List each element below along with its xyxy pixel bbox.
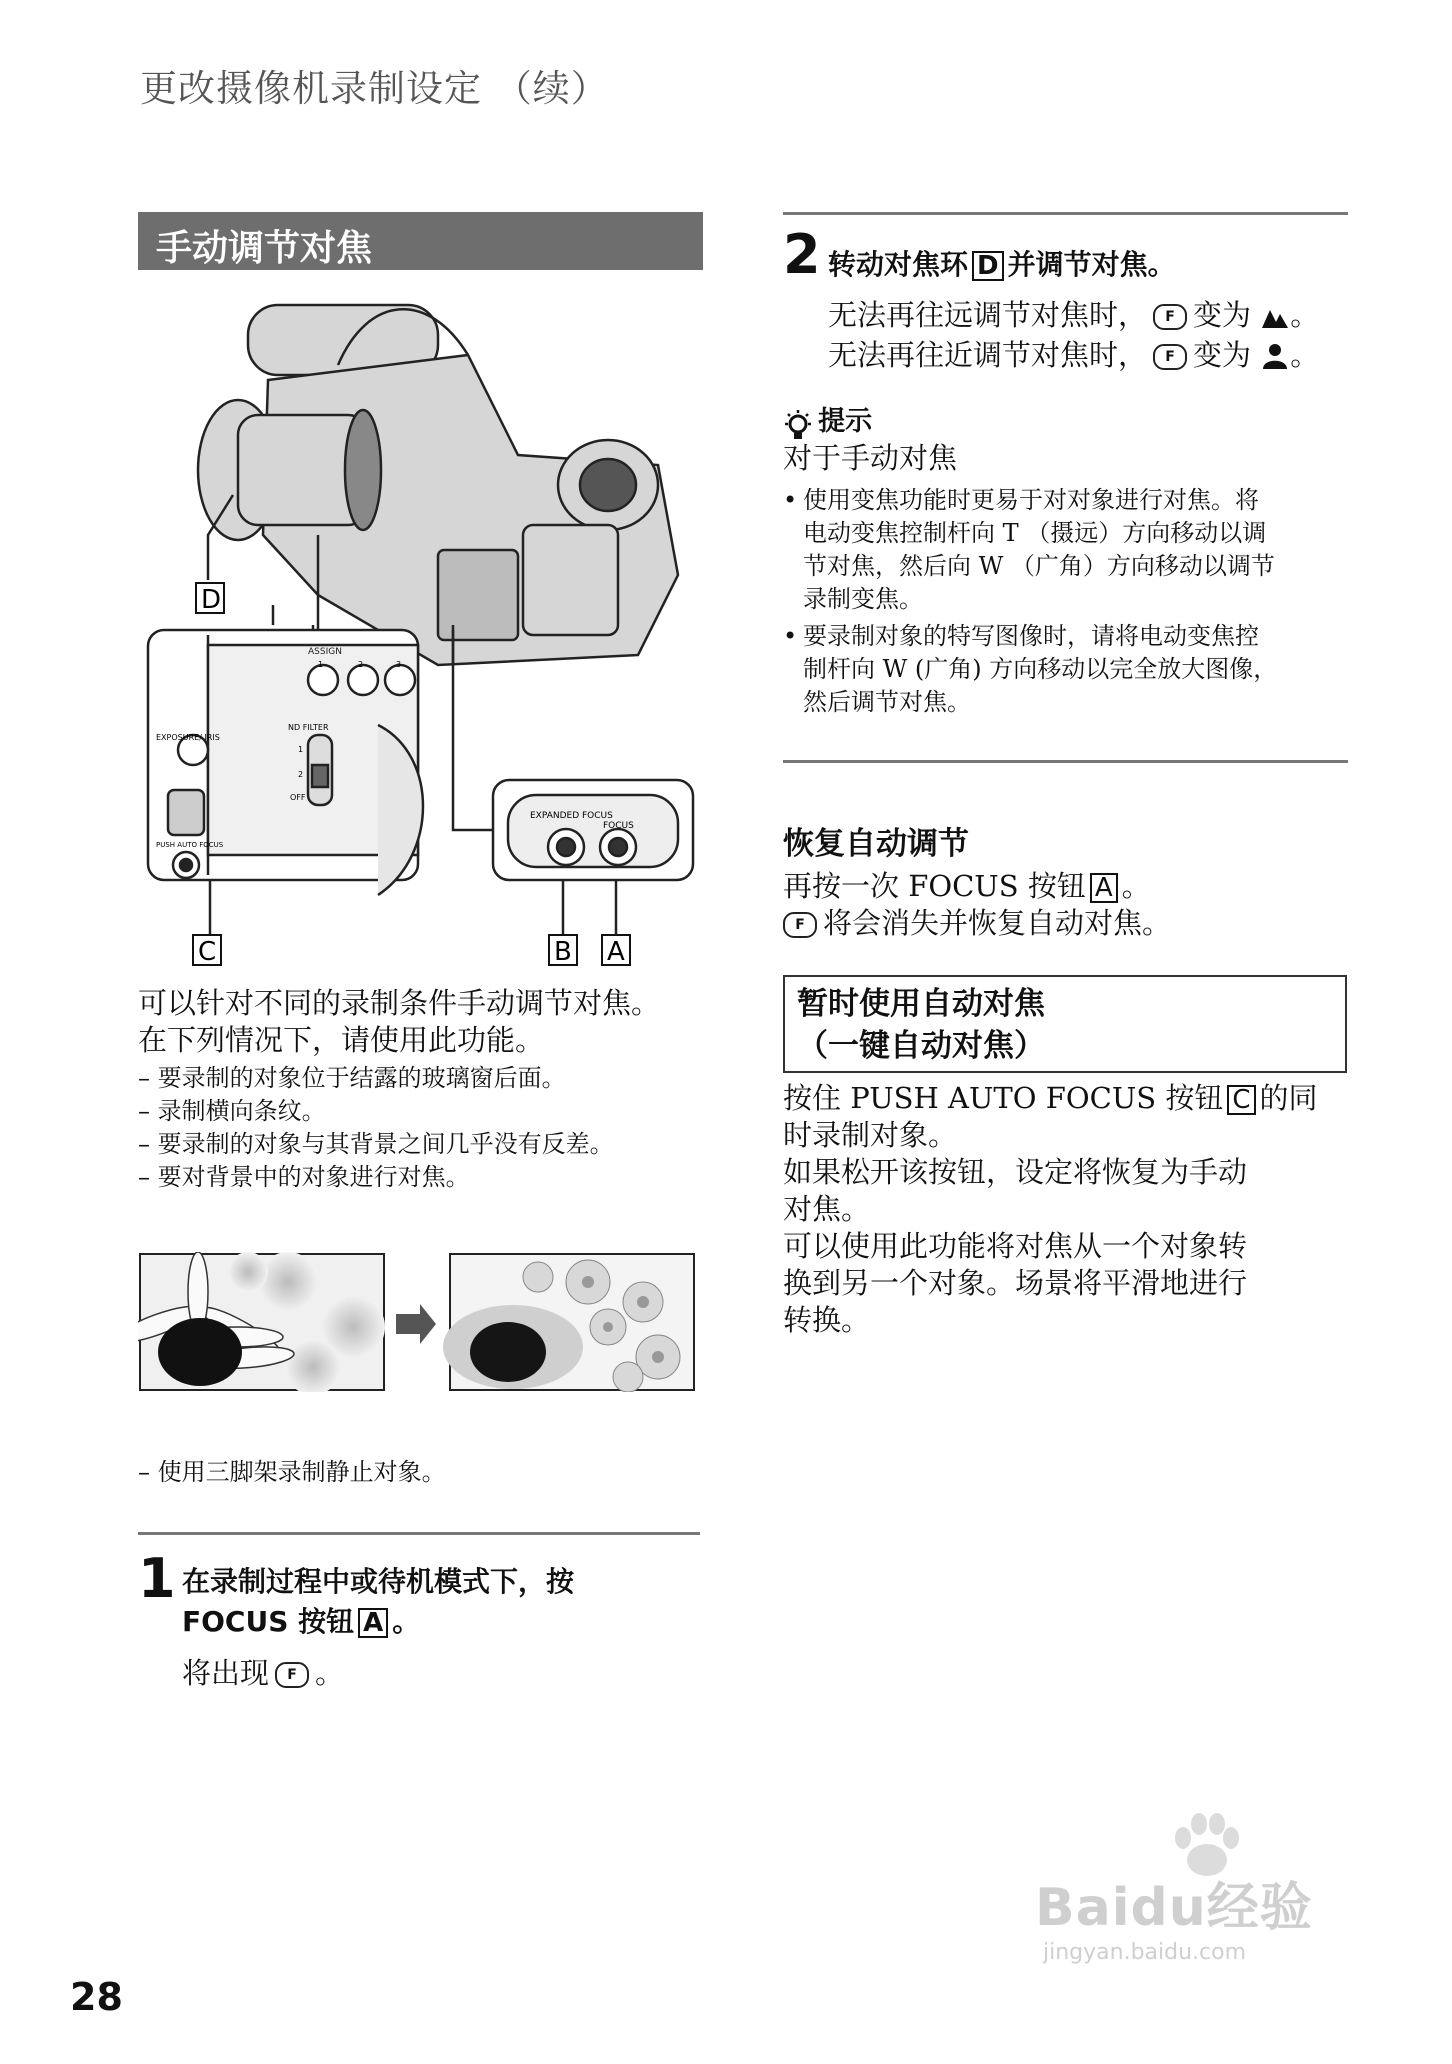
- watermark-url: jingyan.baidu.com: [1043, 1940, 1247, 1965]
- page-number: 28: [70, 1975, 123, 2019]
- tip-line: • 要录制对象的特写图像时，请将电动变焦控: [803, 622, 1259, 650]
- manual-focus-icon: F: [1153, 304, 1187, 330]
- paw-icon: [1165, 1810, 1245, 1880]
- step-2-line-text: 无法再往近调节对焦时，: [828, 338, 1148, 372]
- body-line-text: 的同: [1259, 1081, 1318, 1115]
- camcorder-illustration: [198, 305, 678, 665]
- step-1-title-end: 。: [392, 1605, 421, 1638]
- step-1-body-text: 将出现: [182, 1656, 270, 1690]
- intro-line: 在下列情况下，请使用此功能。: [138, 1023, 545, 1057]
- nd-off-label: OFF: [290, 793, 306, 802]
- step-2-line-end: 。: [1290, 338, 1320, 372]
- step-2-line-end: 。: [1290, 298, 1320, 332]
- assign-number-3: 3: [396, 660, 402, 669]
- expanded-focus-label: EXPANDED FOCUS: [530, 811, 613, 821]
- lightbulb-icon: [783, 410, 813, 442]
- callout-c: C: [198, 937, 217, 967]
- intro-text: [138, 985, 660, 1059]
- viewfinder-eyepiece: [580, 459, 636, 511]
- heading-line: （一键自动对焦）: [797, 1028, 1045, 1064]
- restore-line: [783, 868, 1171, 905]
- baidu-watermark: [1035, 1865, 1313, 1965]
- tip-line: 然后调节对焦。: [803, 688, 971, 716]
- step-1-title-text: FOCUS 按钮: [182, 1605, 355, 1638]
- list-item: – 要录制的对象与其背景之间几乎没有反差。: [138, 1130, 614, 1158]
- intro-line: 可以针对不同的录制条件手动调节对焦。: [138, 986, 661, 1020]
- manual-focus-icon: F: [275, 1662, 309, 1688]
- nd-filter-label: ND FILTER: [288, 723, 329, 732]
- restore-body: [783, 868, 1171, 942]
- callout-d: D: [201, 585, 222, 615]
- callout-a-ref: A: [1090, 873, 1118, 903]
- arrow-icon: [396, 1304, 436, 1344]
- body-line: 时录制对象。: [783, 1118, 958, 1152]
- body-line: [783, 1080, 1348, 1117]
- section-title: 手动调节对焦: [156, 228, 373, 269]
- step-1-number: 1: [138, 1547, 176, 1610]
- step-1-title-line: [182, 1602, 574, 1642]
- side-panel: [438, 550, 518, 640]
- nd-2-label: 2: [298, 770, 304, 779]
- callout-a: A: [607, 937, 625, 967]
- callout-d-ref: D: [972, 251, 1004, 281]
- callout-a-ref: A: [358, 1608, 388, 1638]
- control-panel-left: [148, 630, 423, 895]
- step-divider: [138, 1532, 700, 1535]
- callout-b: B: [554, 937, 572, 967]
- infinity-focus-icon: [1260, 304, 1290, 330]
- one-push-af-heading-box: [783, 975, 1347, 1073]
- assign-number-1: 1: [318, 660, 324, 669]
- nd-1-label: 1: [298, 745, 304, 754]
- photo-background-blurred: [138, 1252, 385, 1392]
- restore-line: [783, 905, 1171, 942]
- step-2-title: [828, 245, 1176, 285]
- step-1-body: [182, 1655, 344, 1692]
- restore-line-end: 。: [1121, 869, 1151, 903]
- condition-list: [138, 1062, 614, 1194]
- manual-focus-icon: F: [1153, 344, 1187, 370]
- photo-background-focused: [443, 1254, 694, 1392]
- near-focus-person-icon: [1260, 343, 1290, 371]
- step-2-number: 2: [783, 223, 821, 286]
- focus-ring: [345, 410, 381, 530]
- section-title-bar: [138, 212, 703, 270]
- list-item: – 要录制的对象位于结露的玻璃窗后面。: [138, 1064, 566, 1092]
- callout-c-ref: C: [1227, 1085, 1255, 1115]
- focus-label: FOCUS: [603, 821, 634, 831]
- step-divider: [783, 212, 1348, 215]
- step-1-title-line: 在录制过程中或待机模式下，按: [182, 1565, 575, 1598]
- step-2-line: [828, 295, 1319, 335]
- tip-line: • 使用变焦功能时更易于对对象进行对焦。将: [803, 486, 1259, 514]
- tip-line: 电动变焦控制杆向 T （摄远）方向移动以调: [803, 519, 1267, 547]
- tip-line: 录制变焦。: [803, 585, 923, 613]
- list-item: – 要对背景中的对象进行对焦。: [138, 1163, 470, 1191]
- step-2-line-text: 变为: [1193, 298, 1252, 332]
- body-line: 换到另一个对象。场景将平滑地进行: [783, 1266, 1248, 1300]
- body-line: 如果松开该按钮，设定将恢复为手动: [783, 1155, 1248, 1189]
- camera-diagram: [138, 295, 718, 975]
- body-line: 转换。: [783, 1303, 871, 1337]
- tip-subtitle: 对于手动对焦: [783, 441, 958, 475]
- body-line: 对焦。: [783, 1192, 871, 1226]
- list-item: [783, 620, 1343, 719]
- heading-line: 暂时使用自动对焦: [797, 986, 1045, 1022]
- one-push-af-heading: [797, 983, 1045, 1067]
- control-panel-right: [493, 780, 693, 880]
- restore-line-text: 再按一次 FOCUS 按钮: [783, 869, 1086, 903]
- exposure-label: EXPOSURE/ IRIS: [156, 733, 220, 742]
- restore-heading: 恢复自动调节: [783, 826, 969, 862]
- body-line: 可以使用此功能将对焦从一个对象转: [783, 1229, 1248, 1263]
- step-2-line: [828, 335, 1319, 375]
- focus-comparison-images: [138, 1252, 696, 1392]
- step-2-body: [828, 295, 1319, 375]
- step-1-body-end: 。: [315, 1656, 345, 1690]
- watermark-brand: Baidu经验: [1035, 1878, 1313, 1938]
- tip-list: [783, 484, 1343, 719]
- tip-heading: [783, 402, 872, 442]
- step-2-title-text: 转动对焦环: [828, 248, 969, 281]
- step-1-title: [182, 1562, 574, 1642]
- section-divider: [783, 760, 1348, 763]
- assign-label: ASSIGN: [308, 647, 342, 657]
- page-header: 更改摄像机录制设定 （续）: [140, 67, 609, 110]
- list-item: – 使用三脚架录制静止对象。: [138, 1458, 446, 1486]
- restore-line-text: 将会消失并恢复自动对焦。: [823, 906, 1172, 940]
- one-push-af-body: [783, 1080, 1348, 1339]
- assign-number-2: 2: [358, 660, 364, 669]
- push-auto-focus-label: PUSH AUTO FOCUS: [156, 841, 224, 849]
- list-item: [783, 484, 1343, 616]
- step-2-line-text: 无法再往远调节对焦时，: [828, 298, 1148, 332]
- step-2-line-text: 变为: [1193, 338, 1252, 372]
- manual-focus-icon: F: [783, 912, 817, 938]
- step-2-title-end: 并调节对焦。: [1007, 248, 1176, 281]
- list-item: – 录制横向条纹。: [138, 1097, 326, 1125]
- tip-label: 提示: [818, 406, 873, 437]
- tip-line: 制杆向 W (广角) 方向移动以完全放大图像，: [803, 655, 1278, 683]
- lcd-panel: [523, 525, 618, 635]
- body-line-text: 按住 PUSH AUTO FOCUS 按钮: [783, 1081, 1224, 1115]
- tip-line: 节对焦，然后向 W （广角）方向移动以调节: [803, 552, 1275, 580]
